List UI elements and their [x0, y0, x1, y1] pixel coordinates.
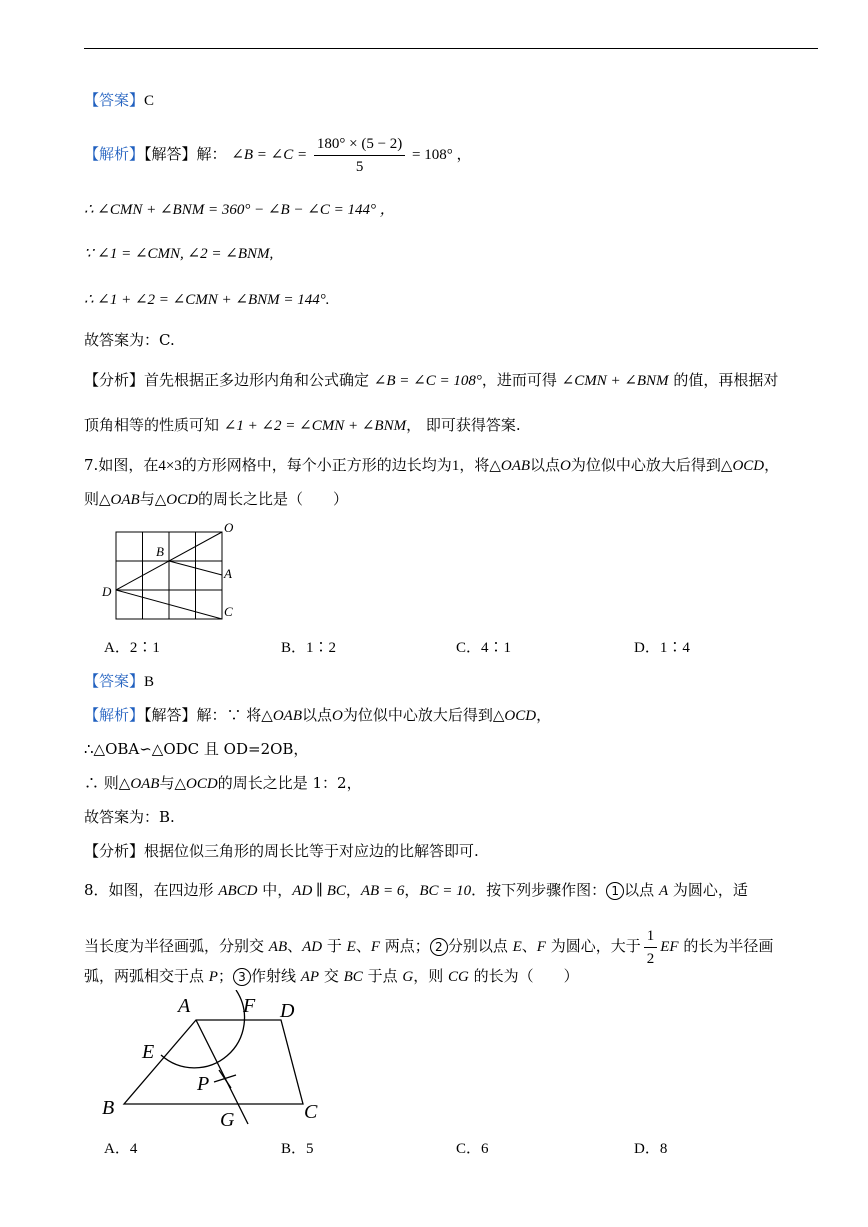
solution-text: 与 [159, 774, 175, 792]
stem-math: EF [660, 939, 679, 955]
fenxi-text: 顶角相等的性质可知 [84, 416, 224, 434]
q7-stem-line-2 [84, 489, 348, 510]
stem-text: 的方形网格中，每个小正方形的边长均为 [181, 456, 452, 474]
solution-math: △OAB [261, 708, 302, 724]
stem-text: 则 [84, 490, 100, 508]
fenxi-math: ∠CMN + ∠BNM [561, 373, 669, 389]
stem-text: 中， [257, 881, 293, 899]
stem-text: 、 [287, 937, 303, 955]
stem-text: 于点 [362, 967, 403, 985]
fenxi-text: ，进而可得 [481, 371, 562, 389]
angle-fraction [314, 133, 405, 178]
label-d: D [102, 584, 112, 599]
fenxi-text: 的值，再根据对 [668, 371, 779, 389]
fenxi-text: 首先根据正多边形内角和公式确定 [144, 371, 374, 389]
stem-math: G [402, 969, 414, 985]
stem-text: 、 [355, 937, 371, 955]
solution-math: △OAB [118, 776, 160, 792]
stem-text: ，则 [413, 967, 448, 985]
stem-math: P [208, 969, 218, 985]
stem-text: 与 [139, 490, 155, 508]
stem-math: AD ∥ BC [292, 883, 346, 899]
stem-text: 如图，在 [98, 456, 159, 474]
stem-text: ； [217, 967, 233, 985]
stem-text: ， [404, 881, 420, 899]
q8-stem-line-2 [84, 924, 773, 970]
stem-text: 、 [521, 937, 537, 955]
q6-solution-line-3: ∵ ∠1 = ∠CMN, ∠2 = ∠BNM, [84, 246, 274, 262]
angle-equation: ∠B = ∠C = [231, 147, 311, 163]
fraction-numerator: 180° × (5 − 2) [314, 133, 405, 156]
question-number: 7. [84, 456, 99, 474]
stem-math: CG [447, 969, 469, 985]
stem-text: 以点 [530, 456, 561, 474]
stem-math: BC [343, 969, 363, 985]
solution-math: △OCD [492, 708, 537, 724]
label-b: B [102, 1097, 115, 1119]
stem-text: 分别以点 [447, 937, 513, 955]
question-number: 8． [84, 881, 109, 899]
stem-math: △OAB [489, 458, 531, 474]
stem-text: ，将 [459, 456, 490, 474]
q8-option-b: B．5 [281, 1141, 314, 1157]
q7-option-d: D．1∶4 [634, 640, 690, 656]
stem-text: 的周长之比是（ ） [197, 490, 348, 508]
stem-math: A [658, 883, 669, 899]
solution-text: 为位似中心放大后得到 [342, 706, 493, 724]
label-c: C [224, 604, 233, 619]
q7-option-b: B．1∶2 [281, 640, 337, 656]
q8-option-c: C．6 [456, 1141, 489, 1157]
q8-stem-line-1 [84, 880, 748, 901]
stem-text: 两点； [380, 937, 430, 955]
fraction-denominator: 2 [646, 950, 655, 967]
q6-solution-line-4: ∴ ∠1 + ∠2 = ∠CMN + ∠BNM = 144°. [84, 292, 330, 308]
solution-math: O [332, 708, 343, 724]
stem-math: E [512, 939, 522, 955]
q7-answer-line [84, 671, 154, 692]
solution-text: ， [536, 706, 552, 724]
stem-math: △OCD [720, 458, 765, 474]
q7-option-c: C．4∶1 [456, 640, 512, 656]
stem-math: O [560, 458, 571, 474]
q8-option-d: D．8 [634, 1141, 668, 1157]
stem-math: 4×3 [158, 458, 182, 474]
stem-text: 为位似中心放大后得到 [570, 456, 721, 474]
solution-text: 的周长之比是 1：2， [217, 774, 362, 792]
q7-solution-line-3 [84, 773, 362, 794]
stem-math: ABCD [218, 883, 258, 899]
answer-value: C [144, 93, 155, 109]
label-c: C [304, 1101, 318, 1123]
label-g: G [220, 1109, 235, 1130]
stem-math: BC = 10 [419, 883, 472, 899]
q6-conclusion: 故答案为：C. [84, 331, 175, 349]
fenxi-math: ∠B = ∠C = 108° [373, 373, 482, 389]
answer-value: B [144, 674, 155, 690]
stem-text: 于 [322, 937, 347, 955]
stem-math: 1 [451, 458, 460, 474]
stem-text: 弧，两弧相交于点 [84, 967, 209, 985]
stem-math: △OCD [154, 492, 198, 508]
answer-tag: 【答案】 [84, 91, 145, 109]
stem-math: △OAB [99, 492, 140, 508]
q7-conclusion: 故答案为：B. [84, 808, 175, 826]
solve-tag: 【解答】解： [144, 145, 227, 163]
label-o: O [224, 520, 234, 535]
stem-text: 的长为（ ） [468, 967, 579, 985]
fenxi-math: ∠1 + ∠2 = ∠CMN + ∠BNM [223, 418, 407, 434]
analysis-tag: 【解析】 [84, 145, 145, 163]
label-a: A [178, 995, 191, 1017]
q6-solution-line-2: ∴ ∠CMN + ∠BNM = 360° − ∠B − ∠C = 144° ， [84, 202, 395, 218]
q8-trapezoid-figure [96, 990, 336, 1130]
stem-math: AP [300, 969, 320, 985]
stem-text: ， [764, 456, 780, 474]
fraction-denominator: 5 [355, 158, 364, 175]
stem-text: 以点 [624, 881, 659, 899]
stem-text: 当长度为半径画弧，分别交 [84, 937, 269, 955]
stem-math: F [536, 939, 546, 955]
label-d: D [280, 1000, 295, 1022]
q8-stem-line-3 [84, 966, 579, 987]
fenxi-tag: 【分析】 [84, 842, 145, 860]
fenxi-text: 根据位似三角形的周长比等于对应边的比解答即可. [144, 842, 479, 860]
q6-fenxi-line-2 [84, 415, 521, 436]
fenxi-tag: 【分析】 [84, 371, 145, 389]
q6-solution-line-1 [84, 132, 472, 178]
angle-result: = 108° ， [408, 147, 472, 163]
fenxi-text: ， 即可获得答案. [406, 416, 521, 434]
q7-option-a: A．2∶1 [104, 640, 160, 656]
step-number: 1 [606, 882, 624, 900]
q7-stem-line-1 [84, 455, 779, 476]
label-e: E [142, 1041, 155, 1063]
header-rule [84, 48, 818, 49]
q7-solution-line-1 [84, 705, 551, 726]
arc-from-a [161, 990, 244, 1068]
stem-math: AB [268, 939, 288, 955]
stem-text: 为圆心，适 [668, 881, 748, 899]
answer-tag: 【答案】 [84, 672, 145, 690]
solve-tag: 【解答】解：∵ 将 [144, 706, 262, 724]
stem-math: F [370, 939, 381, 955]
stem-text: 的长为半径画 [678, 937, 774, 955]
step-number: 2 [430, 938, 448, 956]
q7-solution-line-2: ∴△OBA∽△ODC 且 OD=2OB， [84, 740, 309, 758]
q6-answer-line [84, 90, 154, 111]
q7-fenxi [84, 841, 479, 861]
q7-grid-figure [96, 518, 246, 628]
q8-option-a: A．4 [104, 1141, 138, 1157]
stem-math: E [346, 939, 356, 955]
stem-text: 作射线 [250, 967, 301, 985]
half-fraction [644, 925, 658, 970]
stem-text: 为圆心，大于 [545, 937, 641, 955]
stem-text: 交 [319, 967, 344, 985]
label-p: P [197, 1073, 210, 1095]
label-b: B [156, 544, 164, 559]
step-number: 3 [233, 968, 251, 986]
solution-math: △OCD [174, 776, 218, 792]
stem-math: AD [302, 939, 323, 955]
stem-text: ， [345, 881, 361, 899]
fraction-numerator: 1 [644, 925, 658, 948]
q6-fenxi-line-1 [84, 370, 778, 391]
stem-math: AB = 6 [360, 883, 405, 899]
label-a: A [224, 566, 232, 581]
stem-text: 如图，在四边形 [108, 881, 219, 899]
solution-text: 以点 [302, 706, 333, 724]
label-f: F [243, 995, 256, 1017]
solution-text: ∴ 则 [84, 774, 119, 792]
stem-text: ．按下列步骤作图： [471, 881, 607, 899]
analysis-tag: 【解析】 [84, 706, 145, 724]
